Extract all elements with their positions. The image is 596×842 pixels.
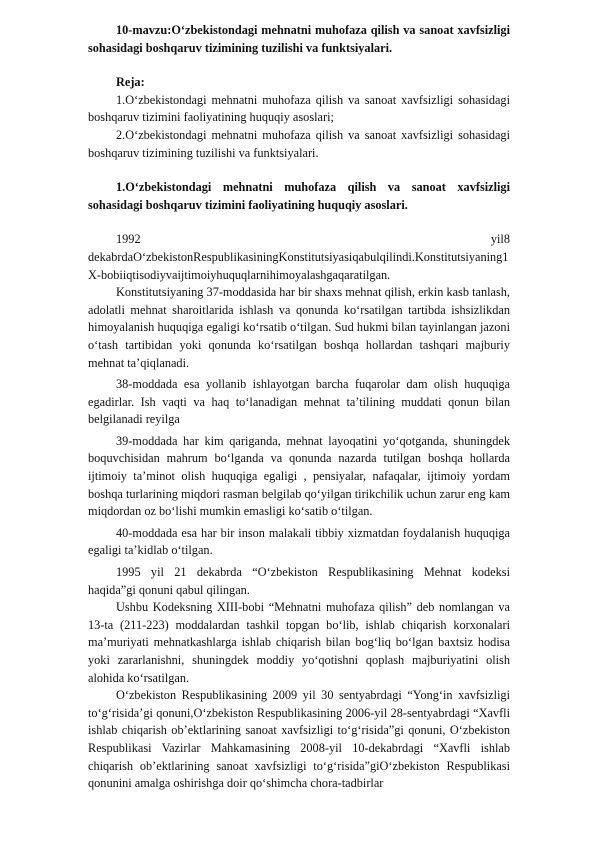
plan-item-2: 2.O‘zbekistondagi mehnatni muhofaza qilish va sanoat xavfsizligi sohasidagi boshqaruv tizimining tuzilishi va funktsiyalari. bbox=[88, 127, 510, 160]
paragraph-1-yil: yil8 bbox=[490, 232, 510, 247]
paragraph-39-modda: 39-moddada har kim qariganda, mehnat layoqatini yo‘qotganda, shuningdek boquvchisidan mahrum bo‘lganda va qonunda nazarda tutilgan boshqa hollarda ijtimoiy ta’minot olish huquqiga egaligi , pensiyalar, nafaqalar, ijtimoiy yordam boshqa turlarining miqdori rasman belgilab qo‘yilgan tirikchilik uchun zarur eng kam miqdordan oz bo‘lishi mumkin emasligi ko‘satib o‘tilgan. bbox=[88, 433, 510, 519]
paragraph-40-modda: 40-moddada esa har bir inson malakali tibbiy xizmatdan foydalanish huquqiga egaligi ta’kidlab o‘tilgan. bbox=[88, 525, 510, 558]
paragraph-37-modda: Konstitutsiyaning 37-moddasida har bir shaxs mehnat qilish, erkin kasb tanlash, adolatli mehnat sharoitlarida ishlash va qonunda ko‘rsatilgan tartibda ishsizlikdan himoyalanish huquqiga egaligi ko‘rsatib o‘tilgan. Sud hukmi bilan tayinlangan jazoni o‘tash tartibidan yoki qonunda ko‘rsatilgan boshqa hollardan tashqari majburiy mehnat ta’qiqlanadi. bbox=[88, 285, 510, 370]
paragraph-1-rest: dekabrdaO‘zbekistonRespublikasiningKonstitutsiyasiqabulqilindi.Konstitutsiyaning1X-bobiiqtisodiyvaijtimoiyhuquqlarnihimoyalashgaqaratilgan. bbox=[88, 249, 509, 282]
document-page bbox=[88, 22, 510, 793]
section-heading: 1.O‘zbekistondagi mehnatni muhofaza qilish va sanoat xavfsizligi sohasidagi boshqaruv tizimini faoliyatining huquqiy asoslari. bbox=[88, 180, 510, 212]
paragraph-1-first-line bbox=[88, 231, 510, 249]
document-title: 10-mavzu:O‘zbekistondagi mehnatni muhofaza qilish va sanoat xavfsizligi sohasidagi boshqaruv tizimining tuzilishi va funktsiyalari. bbox=[88, 23, 510, 55]
paragraph-xiii-bob: Ushbu Kodeksning XIII-bobi “Mehnatni muhofaza qilish” deb nomlangan va 13-ta (211-223) moddalardan tashkil topgan bo‘lib, ishlab chiqarish korxonalari ma’muriyati mehnatkashlarga ishlab chiqarish bilan bog‘liq bo‘lgan baxtsiz hodisa yoki zararlanishni, shuningdek moddiy yo‘qotishni qoplash majburiyatini olish alohida ko‘rsatilgan. bbox=[88, 600, 510, 685]
paragraph-1-year: 1992 bbox=[116, 232, 141, 247]
paragraph-mehnat-kodeksi: 1995 yil 21 dekabrda “O‘zbekiston Respublikasining Mehnat kodeksi haqida”gi qonuni qabul qilingan. bbox=[88, 565, 510, 597]
paragraph-qonunlar: O‘zbekiston Respublikasining 2009 yil 30 sentyabrdagi “Yong‘in xavfsizligi to‘g‘risida’gi qonuni,O‘zbekiston Respublikasining 2006-yil 28-sentyabrdagi “Xavfli ishlab chiqarish ob’ektlarining sanoat xavfsizligi to‘g‘risida”gi qonuni, O‘zbekiston Respublikasi Vazirlar Mahkamasining 2008-yil 10-dekabrdagi “Xavfli ishlab chiqarish ob’ektlarining sanoat xavfsizligi to‘g‘risida”giO‘zbekiston Respublikasi qonunini amalga oshirishga doir qo‘shimcha chora-tadbirlar bbox=[88, 688, 510, 791]
plan-item-1: 1.O‘zbekistondagi mehnatni muhofaza qilish va sanoat xavfsizligi sohasidagi boshqaruv tizimini faoliyatining huquqiy asoslari; bbox=[88, 92, 510, 125]
plan-heading: Reja: bbox=[116, 75, 145, 90]
paragraph-38-modda: 38-moddada esa yollanib ishlayotgan barcha fuqarolar dam olish huquqiga egadirlar. Ish vaqti va haq to‘lanadigan mehnat ta’tilining muddati qonun bilan belgilanadi reyilga bbox=[88, 377, 510, 427]
